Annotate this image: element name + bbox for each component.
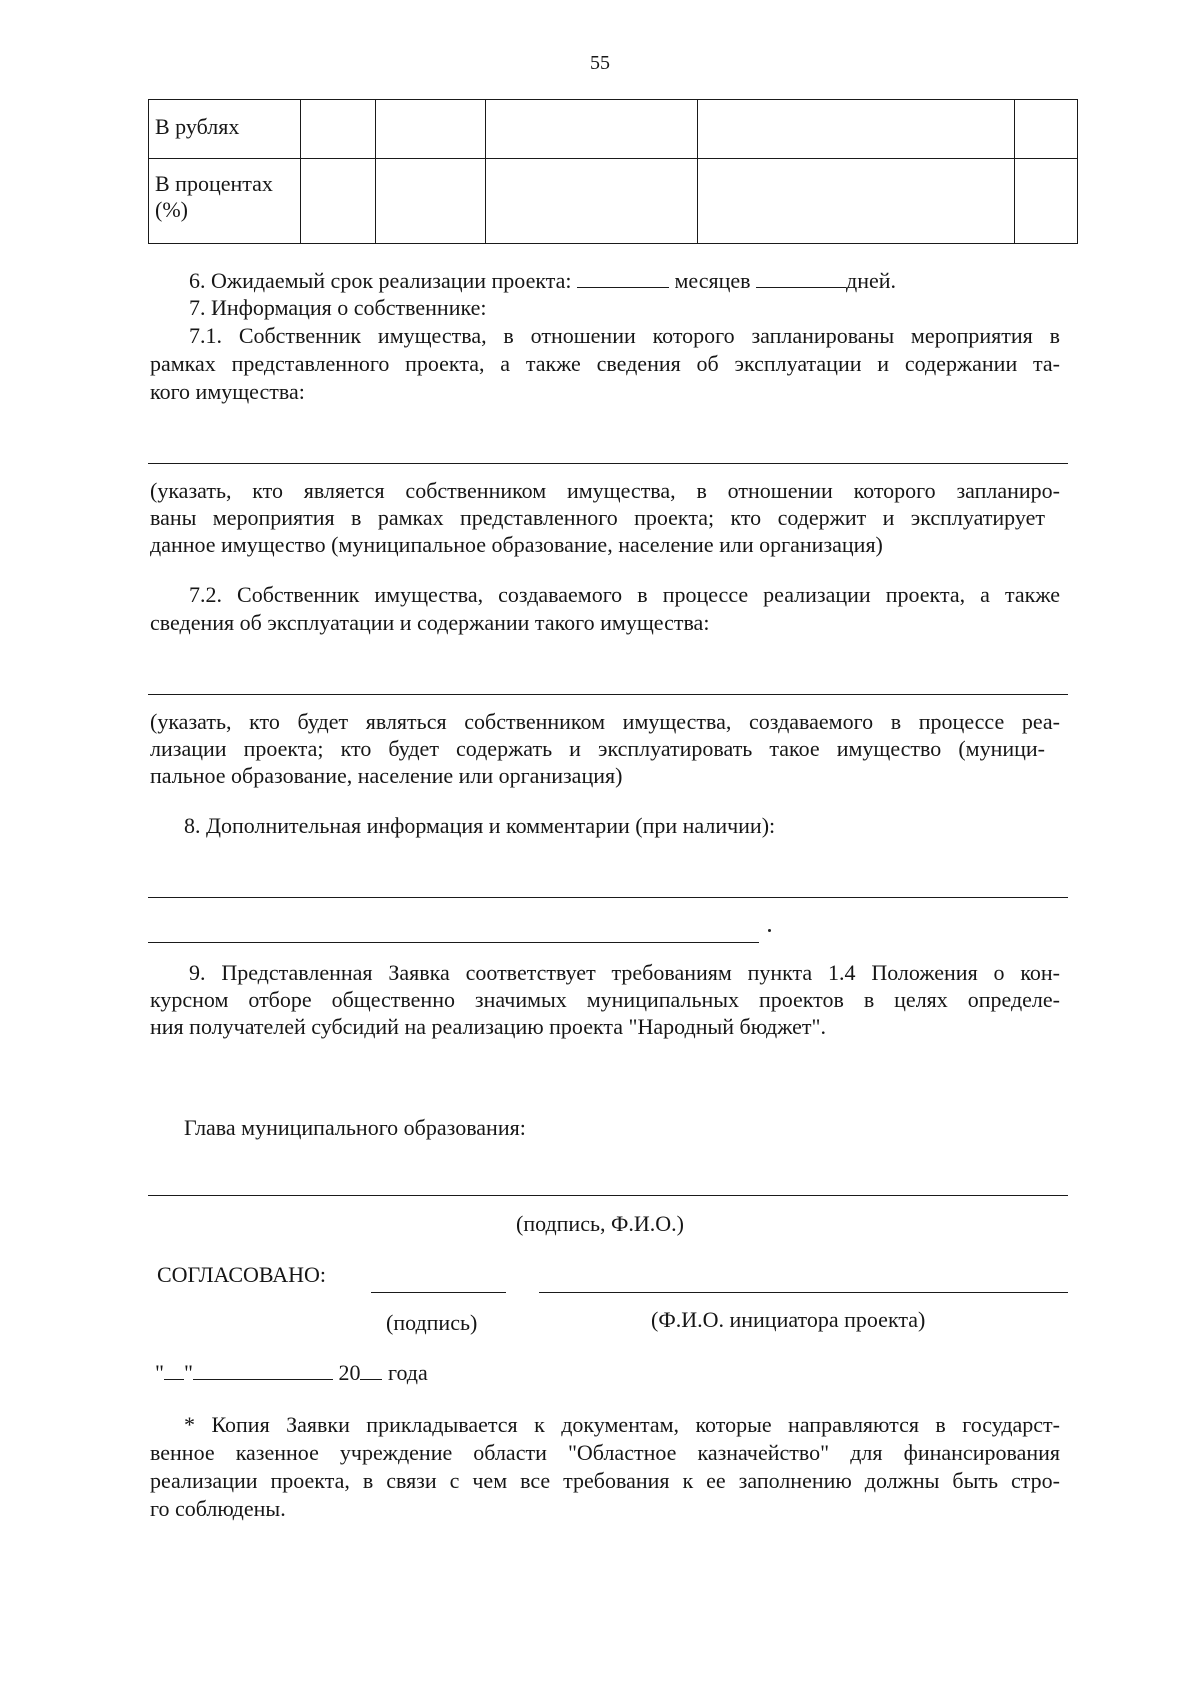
item-8-text: 8. Дополнительная информация и комментарии (при наличии):: [184, 813, 776, 838]
item-7-2-line-1: 7.2. Собственник имущества, создаваемого в процессе реализации проекта, а также: [189, 582, 1060, 607]
table-row-percent: [149, 159, 1078, 244]
table-cell[interactable]: [376, 159, 486, 244]
date-quote-open: ": [155, 1360, 164, 1385]
financing-table: [148, 99, 1078, 244]
table-row-rubles: [149, 100, 1078, 159]
agreed-label: СОГЛАСОВАНО:: [157, 1262, 326, 1287]
agreed-name-line[interactable]: [539, 1292, 1068, 1293]
item-7-1-line-1: 7.1. Собственник имущества, в отношении которого запланированы мероприятия в: [189, 323, 1060, 348]
page-number: 55: [590, 52, 610, 74]
comments-input-line-1[interactable]: [148, 897, 1068, 898]
head-label: Глава муниципального образования:: [184, 1115, 526, 1140]
table-cell[interactable]: [1015, 100, 1078, 159]
table-cell[interactable]: [301, 159, 376, 244]
head-signature-caption: (подпись, Ф.И.О.): [516, 1211, 684, 1236]
item-9-line-2: курсном отборе общественно значимых муниципальных проектов в целях определе-: [150, 987, 1060, 1012]
item-7-2-hint-1: (указать, кто будет являться собственником имущества, создаваемого в процессе реа-: [150, 709, 1060, 734]
footnote-line-4: го соблюдены.: [150, 1496, 286, 1521]
months-input[interactable]: [577, 269, 669, 288]
item-7-1-line-2: рамках представленного проекта, а также сведения об эксплуатации и содержании та-: [150, 351, 1060, 376]
item-9-line-3: ния получателей субсидий на реализацию проекта "Народный бюджет".: [150, 1014, 827, 1039]
item-7-2-hint-3: пальное образование, население или организация): [150, 763, 623, 788]
item-9-line-1: 9. Представленная Заявка соответствует требованиям пункта 1.4 Положения о кон-: [189, 960, 1060, 985]
year-input[interactable]: [360, 1361, 382, 1380]
scan-speck: [768, 929, 771, 932]
agreed-name-caption: (Ф.И.О. инициатора проекта): [651, 1307, 926, 1332]
table-cell[interactable]: [486, 159, 698, 244]
footnote-line-2: венное казенное учреждение области "Областное казначейство" для финансирования: [150, 1440, 1060, 1465]
agreed-signature-line[interactable]: [371, 1292, 506, 1293]
footnote-line-3: реализации проекта, в связи с чем все требования к ее заполнению должны быть стро-: [150, 1468, 1060, 1493]
month-input[interactable]: [193, 1361, 333, 1380]
row-label-rubles: В рублях: [149, 100, 301, 159]
item-6: [189, 268, 896, 294]
table-cell[interactable]: [698, 100, 1015, 159]
item-7-2-line-2: сведения об эксплуатации и содержании такого имущества:: [150, 610, 710, 635]
table-cell[interactable]: [486, 100, 698, 159]
owner-input-line[interactable]: [148, 463, 1068, 464]
year-prefix: 20: [338, 1360, 361, 1385]
item-7-1-line-3: кого имущества:: [150, 379, 305, 404]
row-label-percent-line2: (%): [155, 197, 188, 222]
row-label-percent-line1: В процентах: [155, 171, 273, 196]
date-line: [155, 1360, 428, 1386]
item-7-1-hint-2: ваны мероприятия в рамках представленного проекта; кто содержит и эксплуатирует: [150, 505, 1045, 530]
item-7-title: 7. Информация о собственнике:: [189, 295, 487, 320]
item-7-2-hint-2: лизации проекта; кто будет содержать и эксплуатировать такое имущество (муници-: [150, 736, 1045, 761]
table-cell[interactable]: [301, 100, 376, 159]
agreed-signature-caption: (подпись): [386, 1310, 478, 1335]
item-7-1-hint-1: (указать, кто является собственником имущества, в отношении которого запланиро-: [150, 478, 1060, 503]
comments-input-line-2[interactable]: [148, 942, 759, 943]
months-label: месяцев: [674, 268, 751, 293]
day-input[interactable]: [164, 1361, 184, 1380]
head-signature-line[interactable]: [148, 1195, 1068, 1196]
table-cell[interactable]: [698, 159, 1015, 244]
row-label-percent: [149, 159, 301, 244]
table-cell[interactable]: [1015, 159, 1078, 244]
days-input[interactable]: [756, 269, 846, 288]
new-owner-input-line[interactable]: [148, 694, 1068, 695]
item-7-1-hint-3: данное имущество (муниципальное образование, население или организация): [150, 532, 883, 557]
footnote-line-1: * Копия Заявки прикладывается к документам, которые направляются в государст-: [184, 1412, 1060, 1437]
days-label: дней.: [846, 268, 897, 293]
date-quote-close: ": [183, 1360, 193, 1385]
table-cell[interactable]: [376, 100, 486, 159]
year-suffix: года: [387, 1360, 428, 1385]
item-6-text: 6. Ожидаемый срок реализации проекта:: [189, 268, 572, 293]
